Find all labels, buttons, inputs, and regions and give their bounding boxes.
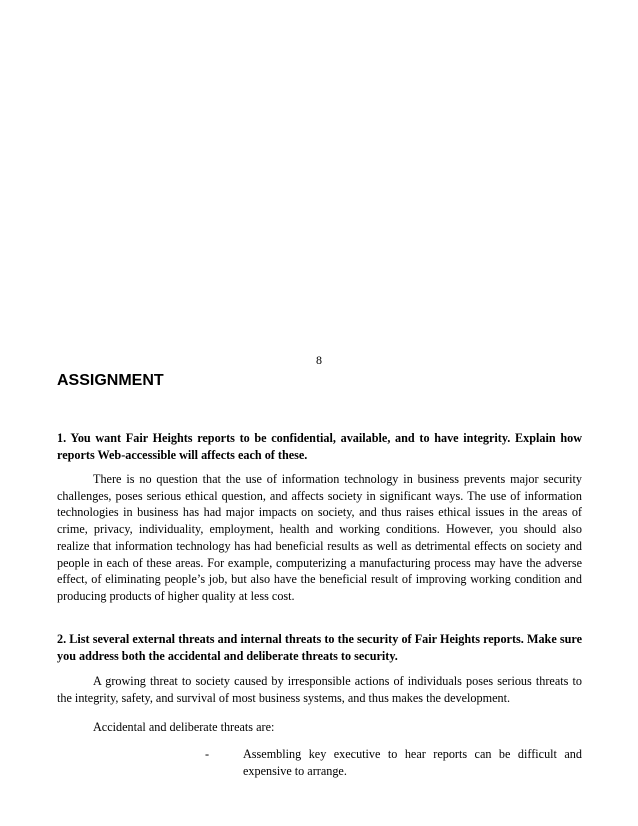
question-2: 2. List several external threats and internal threats to the security of Fair Heights reports. Make sure you address both the accidental and deliberate threats to security. <box>57 632 582 663</box>
answer-2-paragraph: A growing threat to society caused by irresponsible actions of individuals poses serious threats to the integrity, safety, and survival of most business systems, and thus makes the development. <box>57 674 582 705</box>
question-1: 1. You want Fair Heights reports to be confidential, available, and to have integrity. Explain how reports Web-accessible will affects each of these. <box>57 431 582 462</box>
list-bullet-marker: - <box>205 747 210 761</box>
section-heading: ASSIGNMENT <box>57 372 164 389</box>
page-number: 8 <box>316 353 322 367</box>
threats-list-intro: Accidental and deliberate threats are: <box>93 720 275 734</box>
answer-1-paragraph: There is no question that the use of information technology in business prevents major security challenges, poses serious ethical question, and affects society in significant ways. The use of information technologies in business has had major impacts on society, and thus raises ethical issues in the areas of crime, privacy, individuality, employment, health and working conditions. However, you should also realize that information technology has had beneficial results as well as detrimental effects on society and people in each of these areas. For example, computerizing a manufacturing process may have the adverse effect, of eliminating people’s job, but also have the beneficial result of improving working condition and producing products of higher quality at less cost. <box>57 472 582 603</box>
list-item-text: Assembling key executive to hear reports can be difficult and expensive to arrange. <box>243 747 582 778</box>
